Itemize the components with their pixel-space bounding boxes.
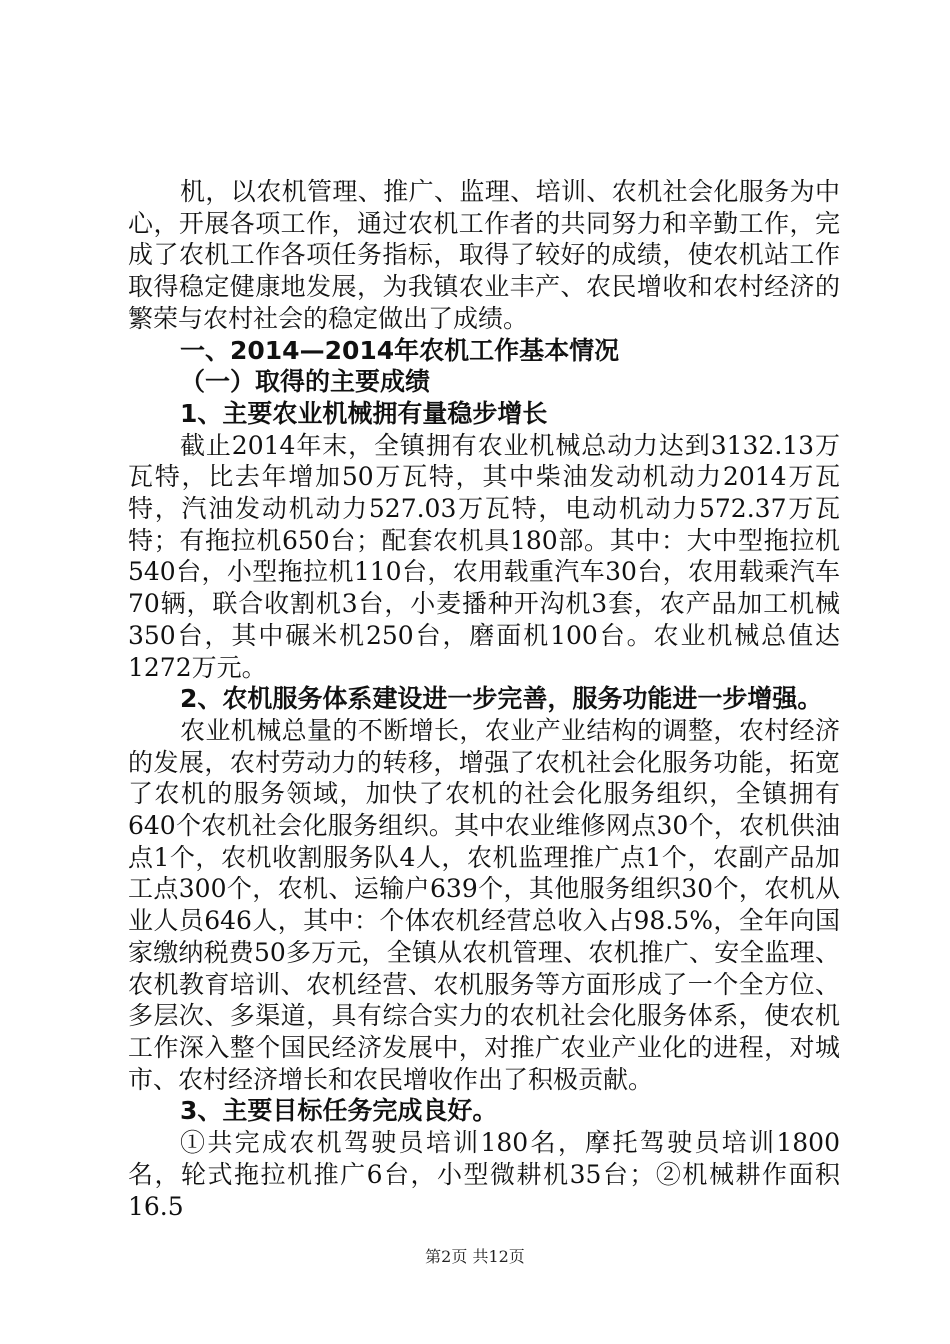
paragraph-intro: 机，以农机管理、推广、监理、培训、农机社会化服务为中心，开展各项工作，通过农机工作者的共同努力和辛勤工作，完成了农机工作各项任务指标，取得了较好的成绩，使农机站工作取得稳定健康地发展，为我镇农业丰产、农民增收和农村经济的繁荣与农村社会的稳定做出了成绩。 [128, 177, 840, 333]
page-footer: 第2页 共12页 [425, 1247, 525, 1266]
paragraph-machinery: 截止2014年末，全镇拥有农业机械总动力达到3132.13万瓦特，比去年增加50万瓦特，其中柴油发动机动力2014万瓦特，汽油发动机动力527.03万瓦特，电动机动力572.37万瓦特；有拖拉机650台；配套农机具180部。其中：大中型拖拉机540台，小型拖拉机110台，农用载重汽车30台，农用载乘汽车70辆，联合收割机3台，小麦播种开沟机3套，农产品加工机械350台，其中碾米机250台，磨面机100台。农业机械总值达1272万元。 [128, 430, 840, 682]
item-heading-2: 2、农机服务体系建设进一步完善，服务功能进一步增强。 [180, 684, 823, 714]
section-heading: 一、2014—2014年农机工作基本情况 [180, 335, 620, 365]
paragraph-targets: ①共完成农机驾驶员培训180名，摩托驾驶员培训1800名，轮式拖拉机推广6台，小型微耕机35台；②机械耕作面积16.5 [128, 1128, 840, 1221]
document-body [128, 176, 840, 1222]
paragraph-service-system: 农业机械总量的不断增长，农业产业结构的调整，农村经济的发展，农村劳动力的转移，增强了农机社会化服务功能，拓宽了农机的服务领域，加快了农机的社会化服务组织，全镇拥有640个农机社会化服务组织。其中农业维修网点30个，农机供油点1个，农机收割服务队4人，农机监理推广点1个，农副产品加工点300个，农机、运输户639个，其他服务组织30个，农机从业人员646人，其中：个体农机经营总收入占98.5%，全年向国家缴纳税费50多万元，全镇从农机管理、农机推广、安全监理、农机教育培训、农机经营、农机服务等方面形成了一个全方位、多层次、多渠道，具有综合实力的农机社会化服务体系，使农机工作深入整个国民经济发展中，对推广农业产业化的进程，对城市、农村经济增长和农民增收作出了积极贡献。 [128, 715, 840, 1094]
item-heading-1: 1、主要农业机械拥有量稳步增长 [180, 398, 548, 428]
subsection-heading: （一）取得的主要成绩 [180, 367, 431, 397]
item-heading-3: 3、主要目标任务完成良好。 [180, 1096, 498, 1126]
